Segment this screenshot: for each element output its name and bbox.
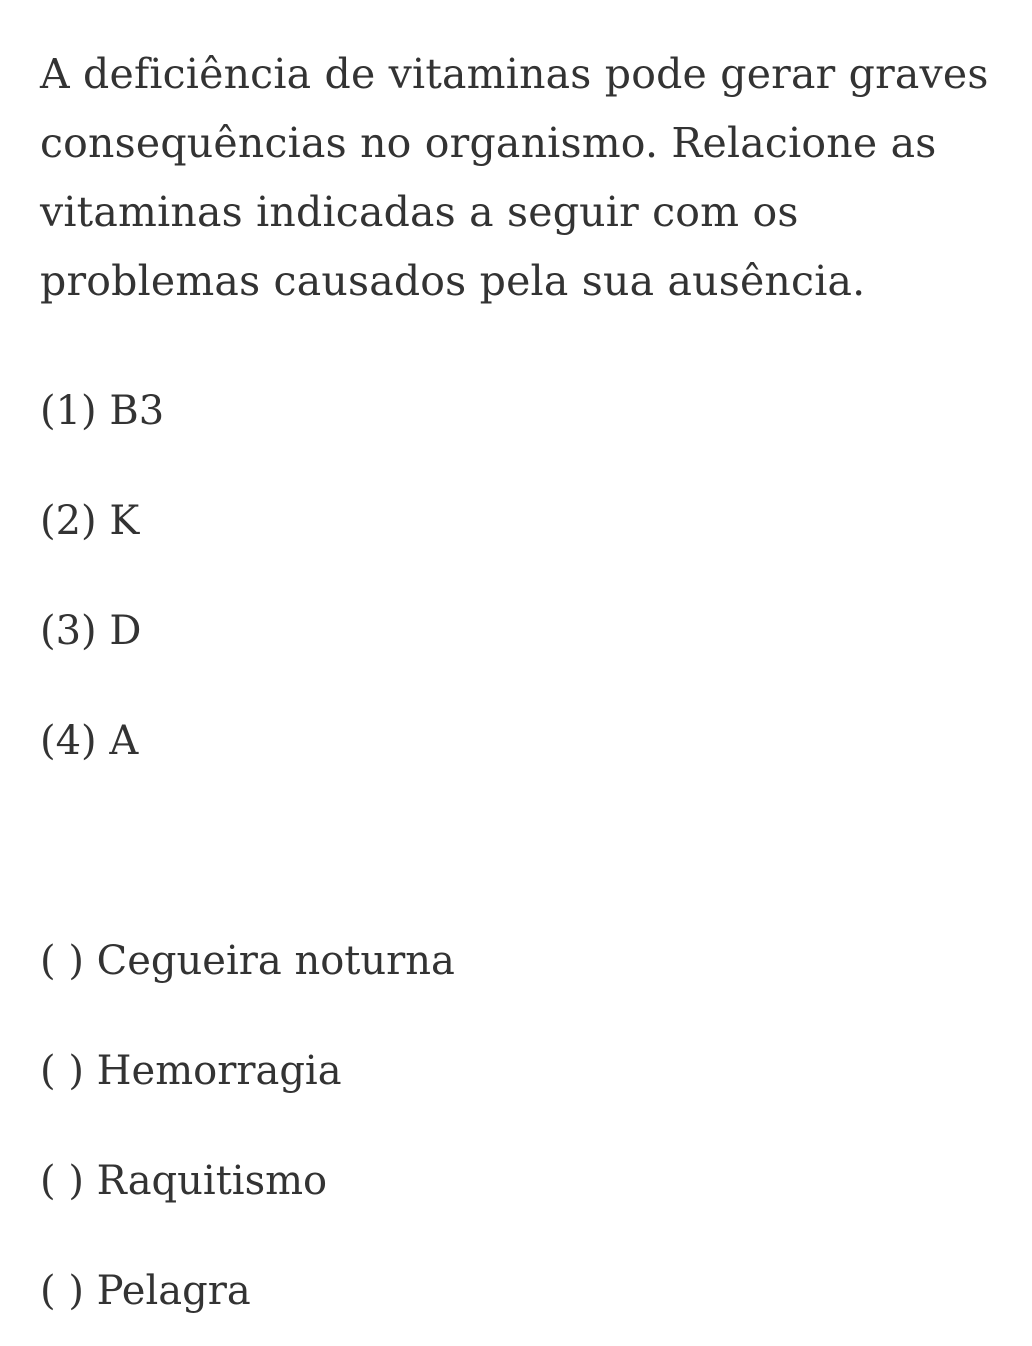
- problem-list: [40, 906, 1000, 1346]
- problem-label: Cegueira noturna: [96, 938, 455, 984]
- answer-blank[interactable]: ( ): [40, 938, 84, 984]
- problem-label: Pelagra: [96, 1268, 251, 1314]
- answer-blank[interactable]: ( ): [40, 1268, 84, 1314]
- vitamin-list: [40, 356, 1000, 796]
- vitamin-item: (2) K: [40, 498, 140, 544]
- section-spacer: [40, 796, 1000, 906]
- question-card: [40, 40, 1000, 1346]
- vitamin-item: (3) D: [40, 608, 142, 654]
- answer-blank[interactable]: ( ): [40, 1158, 84, 1204]
- answer-blank[interactable]: ( ): [40, 1048, 84, 1094]
- problem-label: Hemorragia: [96, 1048, 342, 1094]
- problem-item: [40, 1236, 1000, 1346]
- vitamin-item: (1) B3: [40, 388, 165, 434]
- problem-item: [40, 1016, 1000, 1126]
- problem-item: [40, 906, 1000, 1016]
- problem-label: Raquitismo: [96, 1158, 328, 1204]
- question-text: A deficiência de vitaminas pode gerar graves consequências no organismo. Relacione as vitaminas indicadas a seguir com os problemas causados pela sua ausência.: [40, 50, 989, 305]
- problem-item: [40, 1126, 1000, 1236]
- vitamin-item: (4) A: [40, 718, 139, 764]
